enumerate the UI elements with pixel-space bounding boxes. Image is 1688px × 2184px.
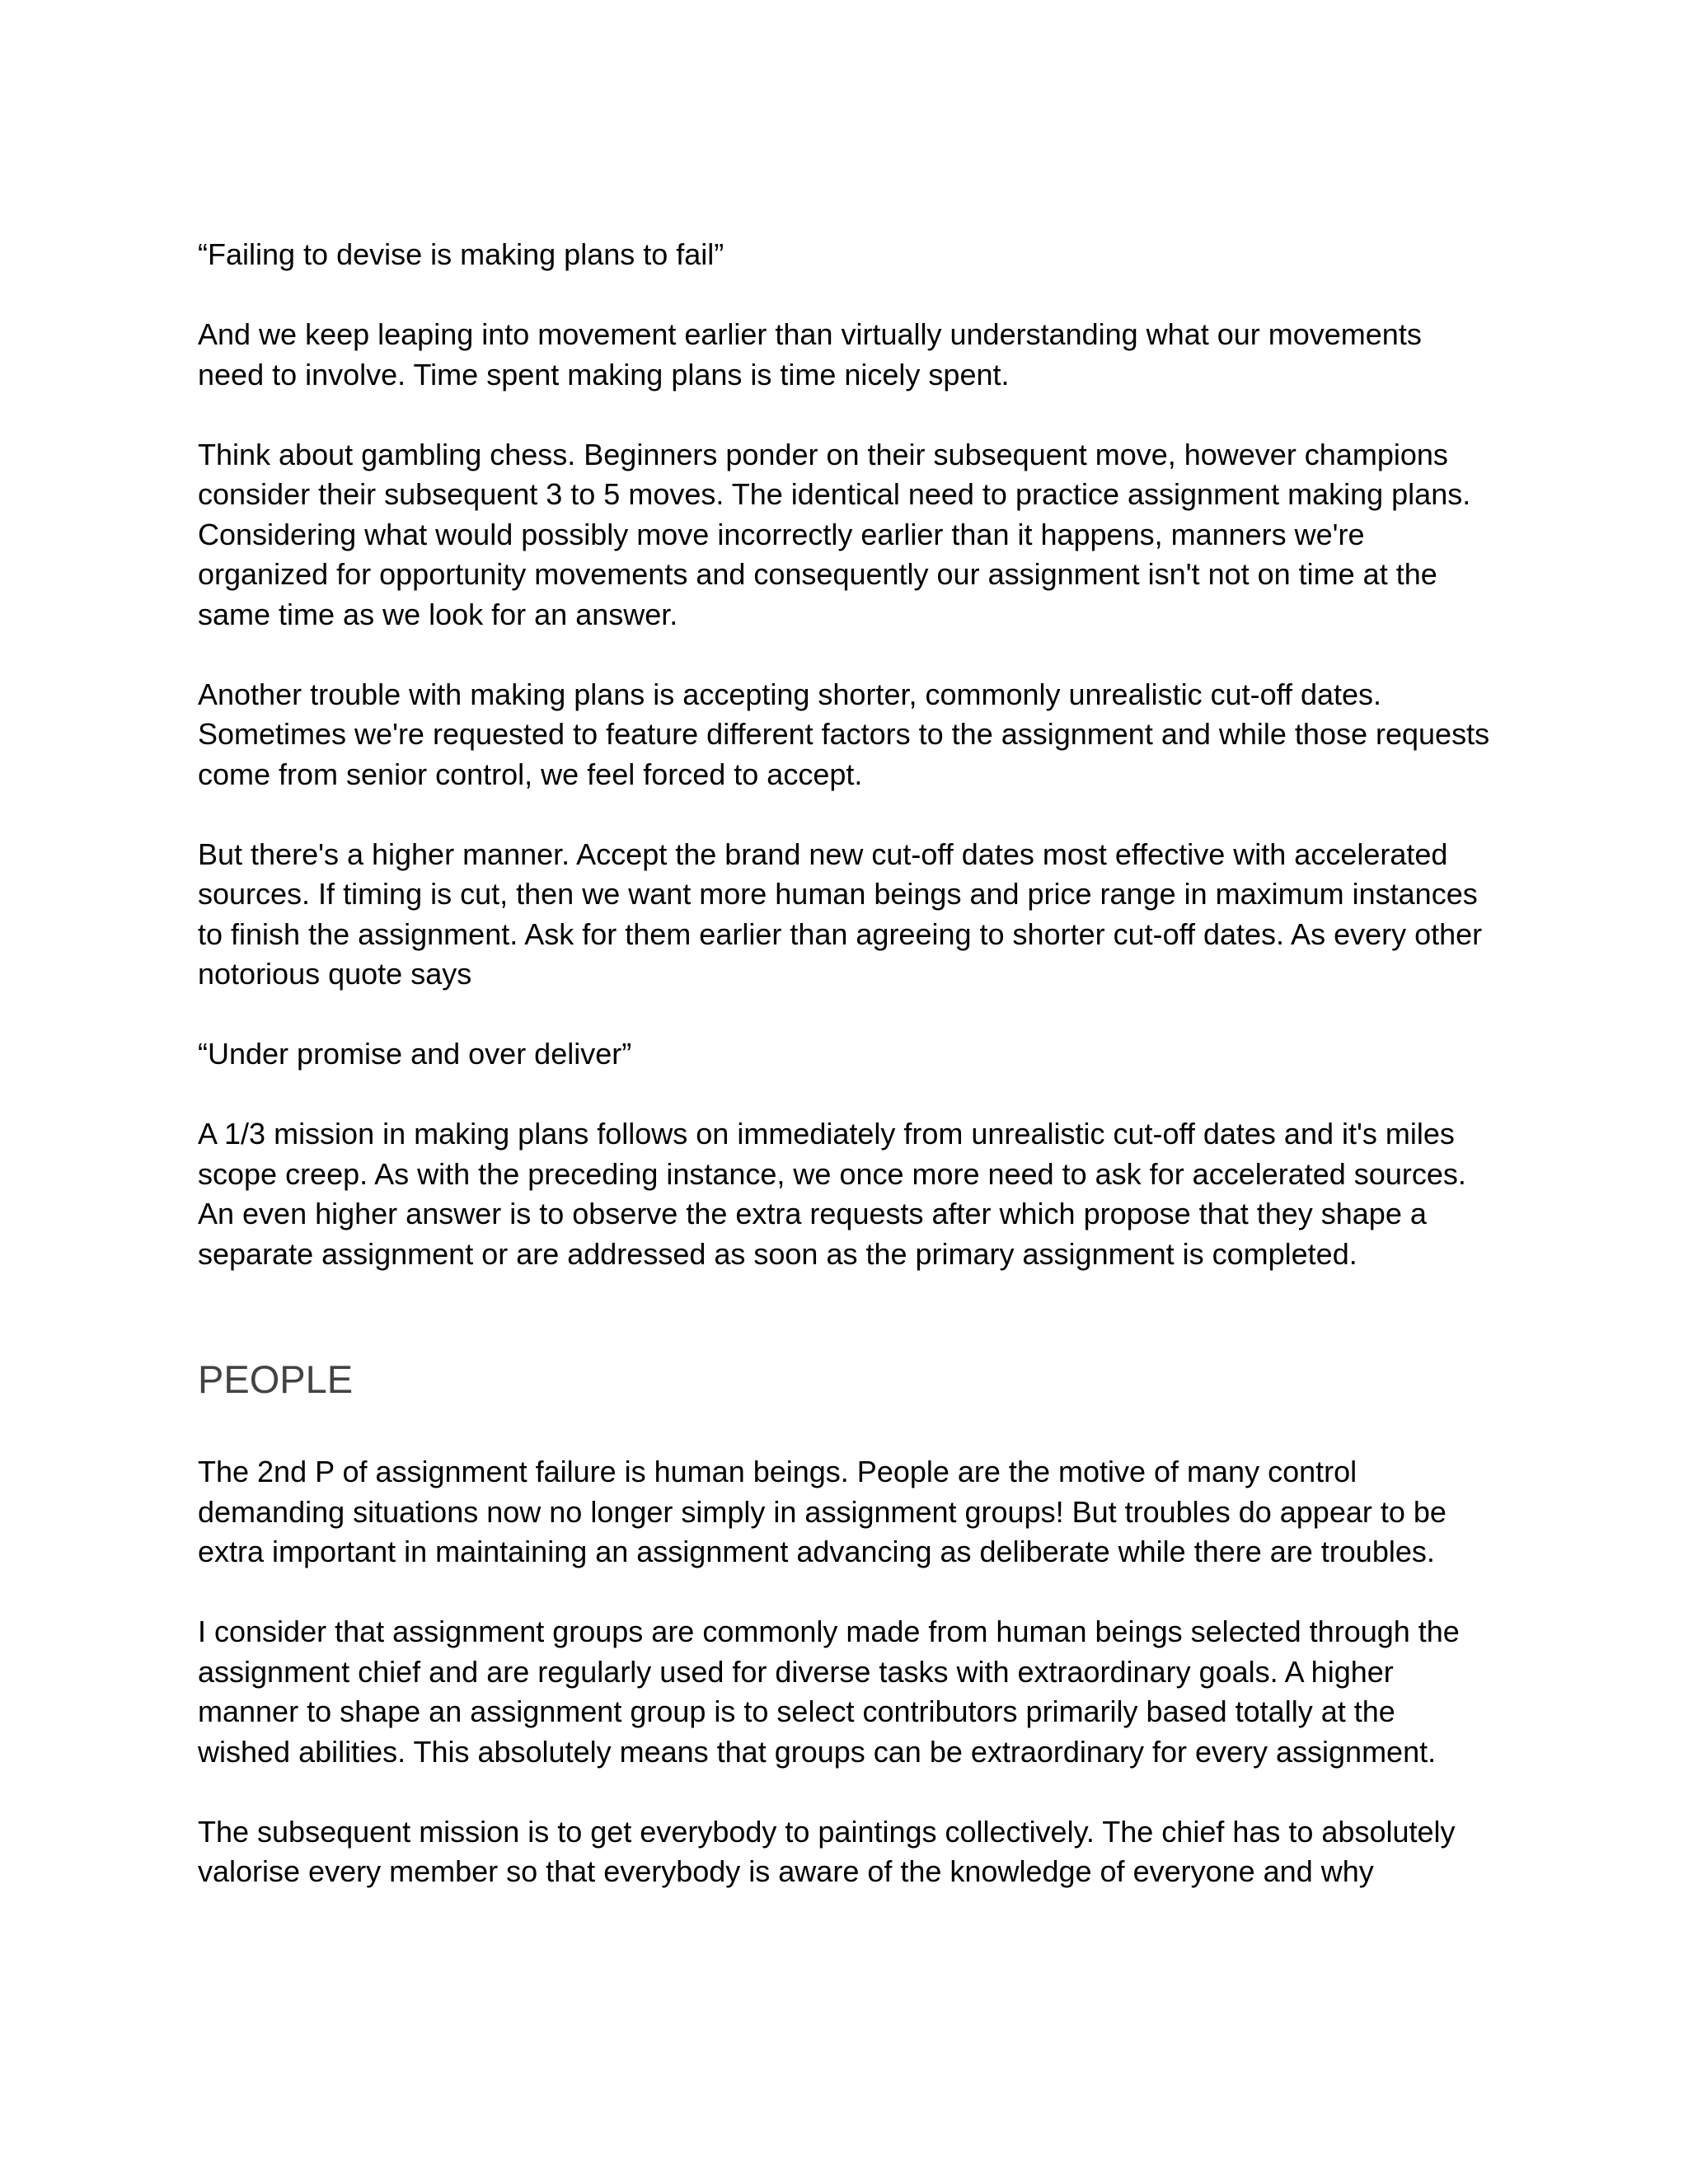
paragraph-chess: Think about gambling chess. Beginners ponder on their subsequent move, however champions consider their subsequent 3 to 5 moves. The identical need to practice assignment making plans. Considering what would possibly move incorrectly earlier than it happens, manners we're organized for opportunity movements and consequently our assignment isn't not on time at the same time as we look for an answer. <box>198 437 1471 631</box>
quote-under-promise: “Under promise and over deliver” <box>198 1037 632 1071</box>
paragraph-higher-manner: But there's a higher manner. Accept the brand new cut-off dates most effective with accelerated sources. If timing is cut, then we want more human beings and price range in maximum instances to finish the assignment. Ask for them earlier than agreeing to shorter cut-off dates. As every other notorious quote says <box>198 837 1483 991</box>
document-body <box>198 235 1492 1892</box>
paragraph-assignment-groups: I consider that assignment groups are commonly made from human beings selected through the assignment chief and are regularly used for diverse tasks with extraordinary goals. A higher manner to shape an assignment group is to select contributors primarily based totally at the wished abilities. This absolutely means that groups can be extraordinary for every assignment. <box>198 1615 1460 1769</box>
paragraph-work-together: The subsequent mission is to get everybody to paintings collectively. The chief has to absolutely valorise every member so that everybody is aware of the knowledge of everyone and why <box>198 1814 1456 1888</box>
paragraph-cut-off-dates: Another trouble with making plans is accepting shorter, commonly unrealistic cut-off dates. Sometimes we're requested to feature different factors to the assignment and while those requests come from senior control, we feel forced to accept. <box>198 677 1490 791</box>
section-heading-people: PEOPLE <box>198 1357 354 1401</box>
paragraph-second-p: The 2nd P of assignment failure is human beings. People are the motive of many control demanding situations now no longer simply in assignment groups! But troubles do appear to be extra important in maintaining an assignment advancing as deliberate while there are troubles. <box>198 1455 1447 1568</box>
quote-failing-to-devise: “Failing to devise is making plans to fail” <box>198 237 724 271</box>
paragraph-scope-creep: A 1/3 mission in making plans follows on immediately from unrealistic cut-off dates and it's miles scope creep. As with the preceding instance, we once more need to ask for accelerated sources. An even higher answer is to observe the extra requests after which propose that they shape a separate assignment or are addressed as soon as the primary assignment is completed. <box>198 1117 1466 1271</box>
paragraph-leaping-into-movement: And we keep leaping into movement earlier than virtually understanding what our movements need to involve. Time spent making plans is time nicely spent. <box>198 317 1422 391</box>
